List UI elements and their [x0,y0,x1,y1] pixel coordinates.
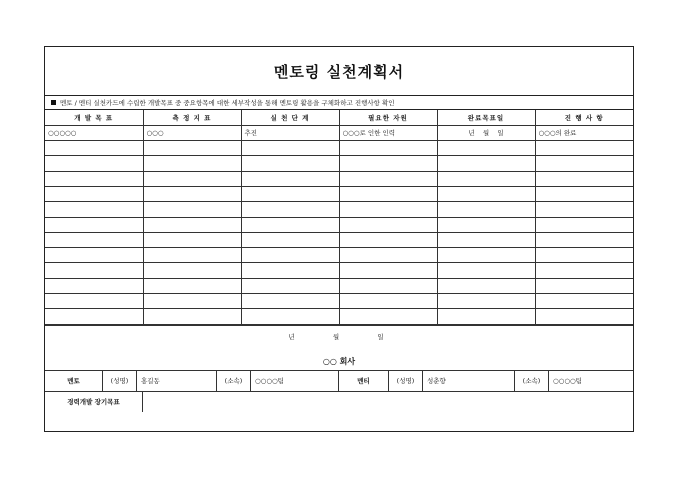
cell-metric[interactable]: ○○○ [143,125,241,140]
table-row [45,156,633,171]
mentee-name-field[interactable]: 성춘향 [423,371,515,391]
table-row [45,309,633,324]
header-progress: 진 행 사 항 [535,110,633,125]
table-row [45,171,633,186]
mentor-label: 멘토 [45,371,103,391]
mentor-org-label: (소속) [217,371,251,391]
cell-action-step[interactable]: 추진 [241,125,339,140]
table-row [45,125,633,140]
career-goal-label: 경력개발 장기목표 [45,392,143,412]
table-row [45,248,633,263]
signature-area [45,325,633,370]
page-title: 멘토링 실천계획서 [273,62,405,81]
header-resources: 필요한 자원 [339,110,437,125]
company-name: ○○ 회사 [322,356,356,366]
plan-table [45,110,633,325]
cell-due-date[interactable]: 년 월 일 [437,125,535,140]
header-metric: 측 정 지 표 [143,110,241,125]
description-text: 멘토 / 멘티 실천카드에 수립한 개발목표 중 중요항목에 대한 세부작성을 통해 멘토링 활용을 구체화하고 진행사항 확인 [60,99,395,107]
table-row [45,141,633,156]
cell-progress[interactable]: ○○○의 완료 [535,125,633,140]
table-row [45,217,633,232]
mentee-org-field[interactable]: ○○○○팀 [553,377,582,386]
mentee-org-label: (소속) [515,371,549,391]
table-row [45,294,633,309]
table-row [45,186,633,201]
mentee-label: 멘티 [339,371,389,391]
goal-row [45,391,633,412]
square-bullet-icon [51,100,56,105]
cell-dev-goal[interactable]: ○○○○○ [45,125,143,140]
career-goal-field[interactable] [143,392,633,412]
date-line[interactable]: 년 월 일 [288,332,390,341]
table-row [45,263,633,278]
table-header-row [45,110,633,125]
mentor-name-label: (성명) [103,371,137,391]
description-row [45,96,633,110]
header-due-date: 완료목표일 [437,110,535,125]
mentor-name-field[interactable]: 홍길동 [137,371,217,391]
title-row [45,47,633,96]
mentor-org-field[interactable]: ○○○○팀 [251,371,339,391]
header-dev-goal: 개 발 목 표 [45,110,143,125]
header-action-step: 실 천 단 계 [241,110,339,125]
mentee-name-label: (성명) [389,371,423,391]
sign-row [45,370,633,391]
table-row [45,202,633,217]
table-row [45,278,633,293]
mentoring-plan-form [44,46,634,432]
table-row [45,232,633,247]
cell-resources[interactable]: ○○○로 인한 인력 [339,125,437,140]
